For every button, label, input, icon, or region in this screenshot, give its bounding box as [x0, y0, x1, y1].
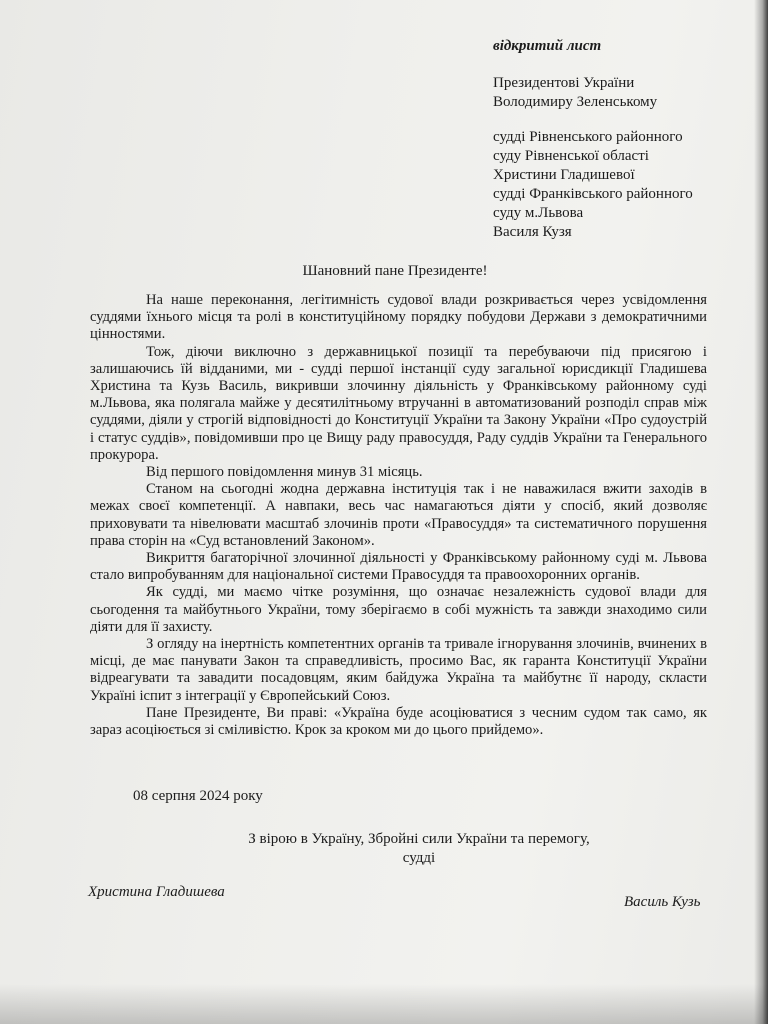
- closing-line: З вірою в Україну, Збройні сили України та перемогу,: [248, 831, 590, 847]
- sender-line: суду м.Львова: [493, 205, 584, 221]
- page-edge-shadow: [754, 0, 768, 1024]
- closing-block: [0, 830, 768, 868]
- addressee-block: [493, 74, 657, 111]
- body-paragraph: Викриття багаторічної злочинної діяльності у Франківському районному суді м. Львова стало випробуванням для національної системи Правосуддя та правоохоронних органів.: [90, 550, 707, 584]
- body-paragraph: Станом на сьогодні жодна державна інституція так і не наважилася вжити заходів в межах своєї компетенції. А навпаки, весь час намагаються діяти у спосіб, який дозволяє приховувати та нівелювати масштаб злочинів проти «Правосуддя» та систематичного порушення права сторін на «Суд встановлений Законом».: [90, 481, 707, 549]
- body-paragraph: На наше переконання, легітимність судової влади розкривається через усвідомлення суддями їхнього місця та ролі в конституційному порядку побудови Держави з демократичними цінностями.: [90, 292, 707, 343]
- signature-right: Василь Кузь: [624, 894, 701, 910]
- body-paragraph: Пане Президенте, Ви праві: «Україна буде асоціюватися з чесним судом так само, як зараз асоціюється зі сміливістю. Крок за кроком ми до цього прийдемо».: [90, 704, 707, 739]
- addressee-line: Володимиру Зеленському: [493, 93, 658, 110]
- body-paragraph: З огляду на інертність компетентних органів та тривале ігнорування злочинів, вчинених в місці, де має панувати Закон та справедливість, просимо Вас, як гаранта Конституції України відреагувати та завадити посадовцям, яким байдужа Україна та майбутнє її народу, скласти Україні іспит з інтеграції у Європейський Союз.: [90, 636, 707, 704]
- closing-line: судді: [402, 850, 436, 866]
- sender-line: Василя Кузя: [493, 224, 572, 240]
- letter-body: [90, 292, 707, 739]
- sender-block: [493, 128, 693, 242]
- sender-line: судді Франківського районного: [493, 186, 693, 202]
- body-paragraph: Від першого повідомлення минув 31 місяць.: [146, 464, 423, 481]
- body-paragraph: Як судді, ми маємо чітке розуміння, що означає незалежність судової влади для сьогодення та майбутнього України, тому зберігаємо в собі мужність та завжди знаходимо сили діяти для її захисту.: [90, 584, 707, 635]
- salutation: Шановний пане Президенте!: [302, 263, 488, 279]
- open-letter-label: відкритий лист: [493, 38, 602, 54]
- body-paragraph: Тож, діючи виключно з державницької позиції та перебуваючи під присягою і залишаючись їй відданими, ми - судді першої інстанції суду загальної юрисдикції Гладишева Христина та Кузь Василь, викривши злочинну діяльність у Франківському районному суді м.Львова, яка полягала майже у десятилітньому втручанні в автоматизований розподіл справ між суддями, діяли у строгій відповідності до Конституції України та Закону України «Про судоустрій і статус суддів», повідомивши про це Вищу раду правосуддя, Раду суддів України та Генерального прокурора.: [90, 343, 707, 463]
- letter-date: 08 серпня 2024 року: [133, 788, 263, 804]
- sender-line: судді Рівненського районного: [493, 129, 683, 145]
- sender-line: суду Рівненської області: [493, 148, 649, 164]
- sender-line: Христини Гладишевої: [493, 167, 635, 183]
- page-bottom-shadow: [0, 984, 768, 1024]
- addressee-line: Президентові України: [493, 75, 635, 91]
- signature-left: Христина Гладишева: [88, 884, 225, 900]
